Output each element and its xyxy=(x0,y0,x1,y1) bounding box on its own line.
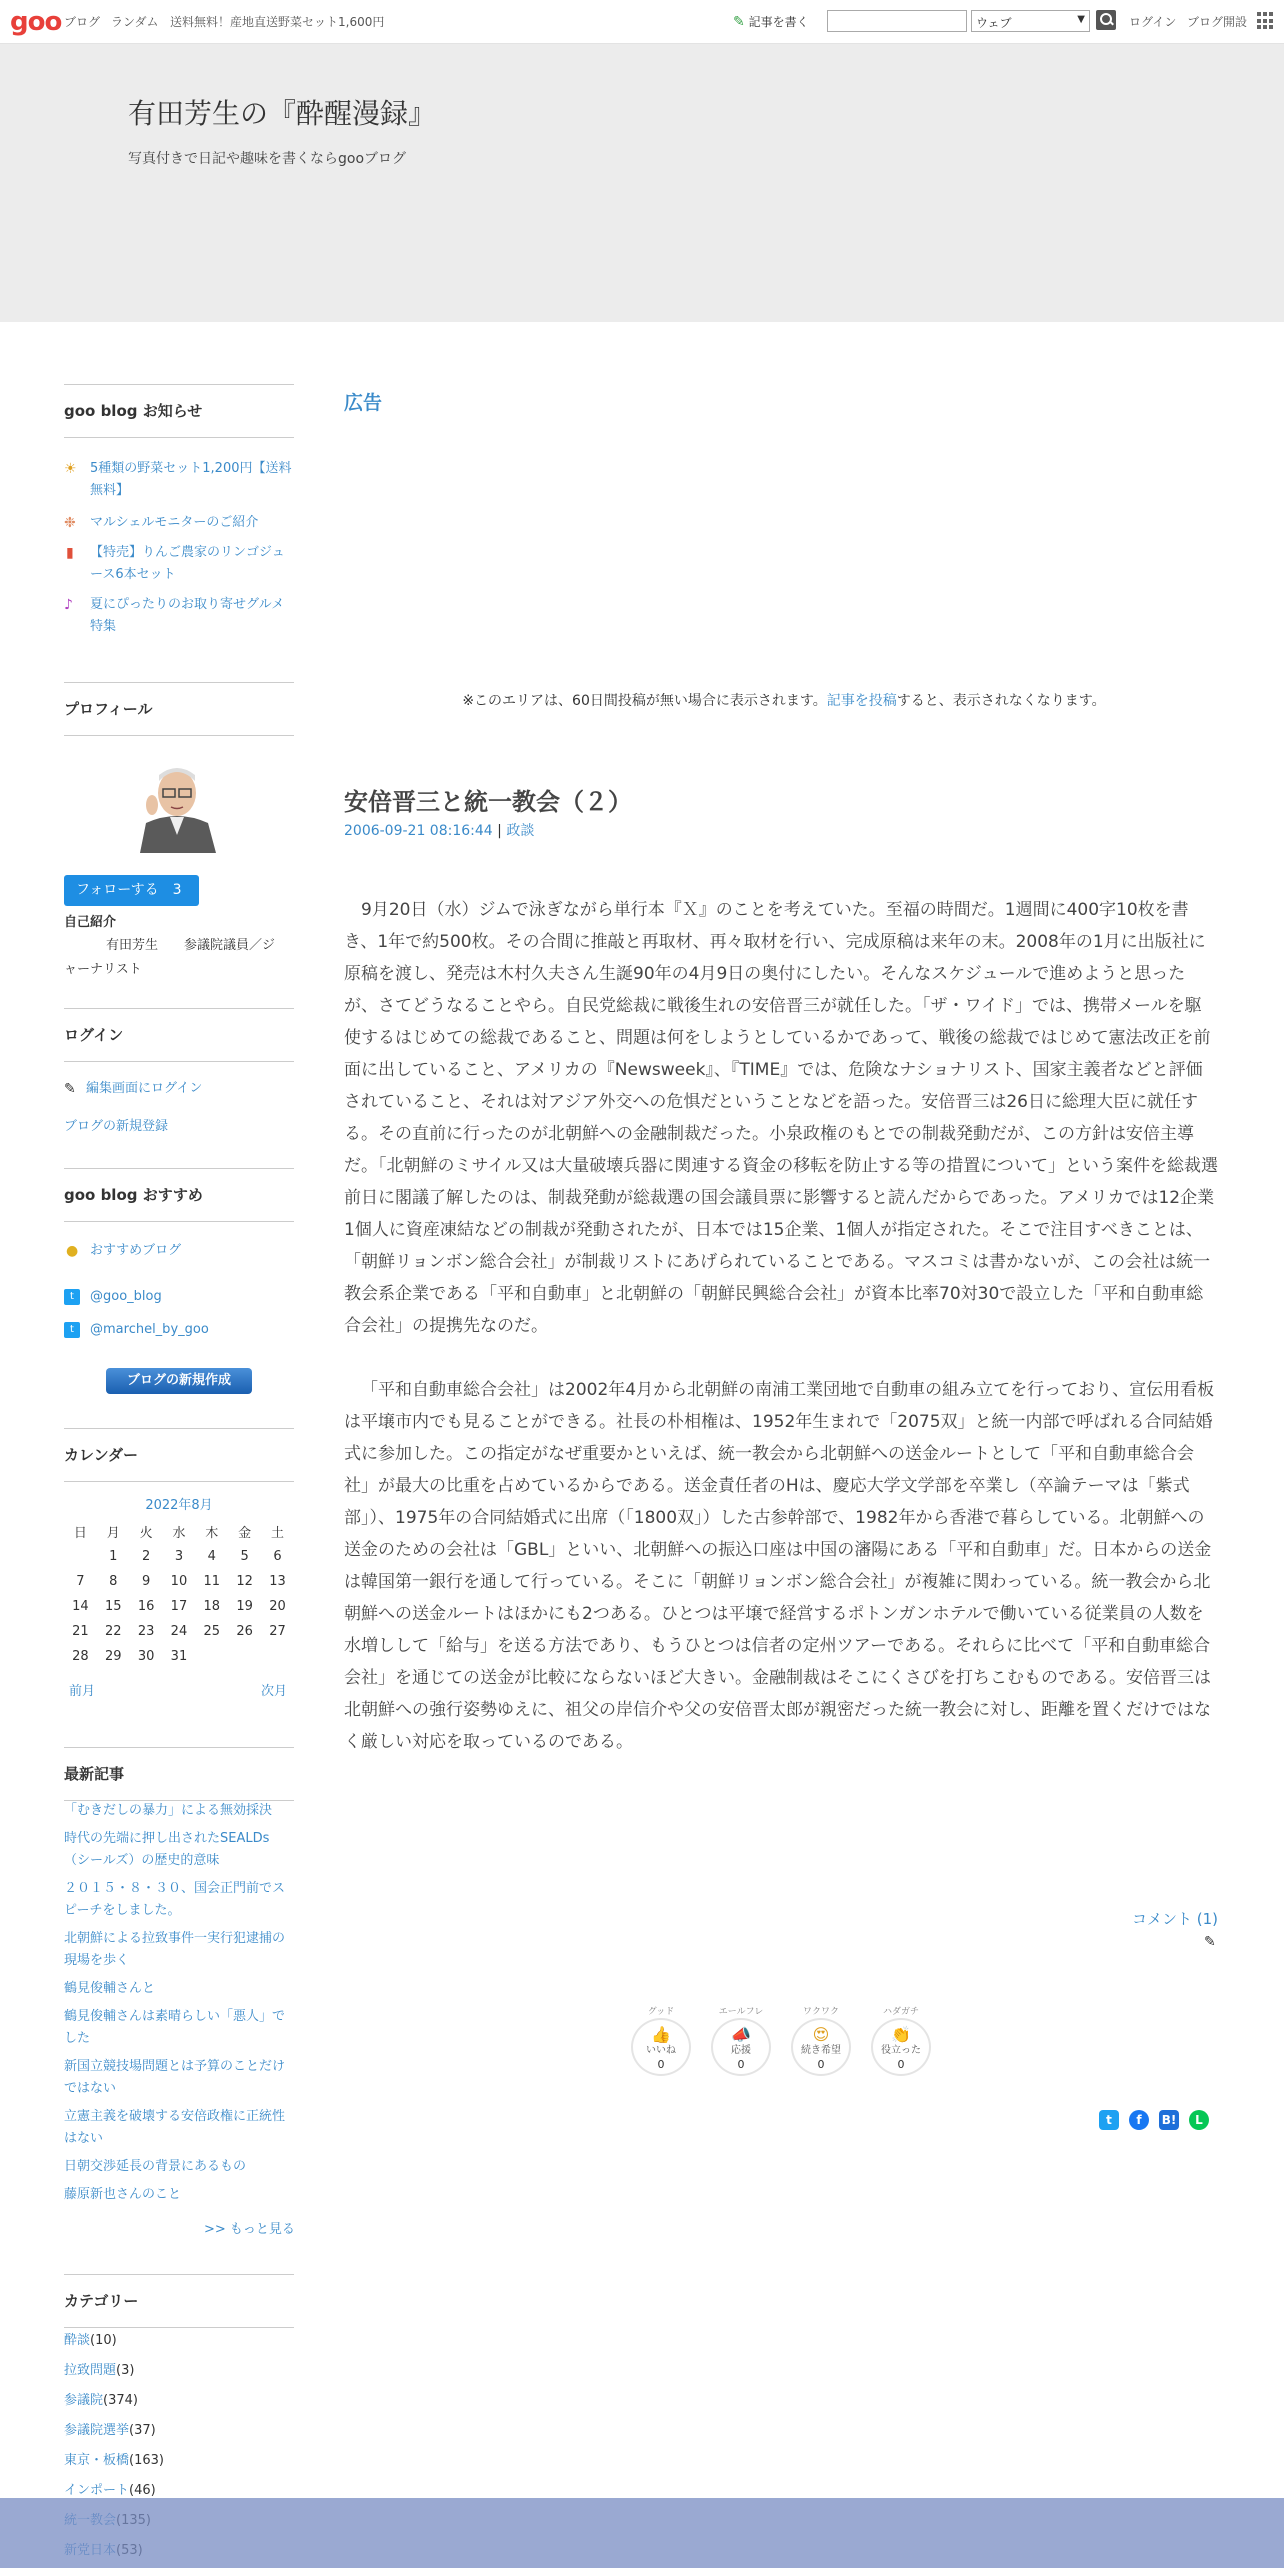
write-post-link[interactable] xyxy=(733,13,809,30)
login-link[interactable]: ログイン xyxy=(1129,15,1177,29)
calendar-day: 1 xyxy=(109,1549,118,1564)
post-article-link[interactable]: 記事を投稿 xyxy=(826,693,897,709)
recent-post-link[interactable]: 立憲主義を破壊する安倍政権に正統性はない xyxy=(64,2109,286,2146)
recent-post-link[interactable]: 藤原新也さんのこと xyxy=(64,2187,182,2202)
nav-random-link[interactable]: ランダム xyxy=(111,15,159,29)
flower-icon: ❉ xyxy=(64,515,76,531)
post-meta-separator: | xyxy=(492,823,507,839)
recommend-heading: goo blog おすすめ xyxy=(64,1168,294,1222)
nav-promo-link[interactable]: 送料無料！産地直送野菜セット1,600円 xyxy=(170,15,385,29)
calendar-day: 17 xyxy=(170,1599,188,1614)
comment-link[interactable]: コメント (1) xyxy=(1132,1910,1219,1928)
twitter-icon: t xyxy=(64,1322,80,1338)
calendar-day: 12 xyxy=(236,1574,253,1589)
search-input[interactable] xyxy=(827,10,967,32)
follow-button[interactable] xyxy=(64,875,199,906)
category-count: (37) xyxy=(129,2423,156,2438)
facebook-icon[interactable]: f xyxy=(1129,2110,1149,2130)
ad-notice-text: ※このエリアは、60日間投稿が無い場合に表示されます。 xyxy=(462,693,827,709)
twitter-link-marchel[interactable]: @marchel_by_goo xyxy=(90,1322,209,1337)
category-item xyxy=(64,2360,294,2390)
category-link[interactable]: 拉致問題 xyxy=(64,2363,117,2378)
recent-post-link[interactable]: 新国立競技場問題とは予算のことだけではない xyxy=(64,2059,286,2096)
note-icon: ♪ xyxy=(64,597,73,613)
reaction-caption: グッド xyxy=(647,2007,675,2017)
recent-post-link[interactable]: 鶴見俊輔さんと xyxy=(64,1981,156,1996)
calendar-day: 28 xyxy=(72,1649,89,1664)
reaction-helpful-button[interactable] xyxy=(870,2006,932,2078)
goo-logo[interactable]: goo xyxy=(10,7,62,37)
category-count: (10) xyxy=(90,2333,117,2348)
calendar-day: 22 xyxy=(104,1624,122,1639)
reaction-label: 続き希望 xyxy=(801,2045,841,2056)
calendar-day: 21 xyxy=(72,1624,89,1639)
category-item xyxy=(64,2390,294,2420)
follow-label: フォローする xyxy=(76,882,159,898)
ad-heading: 広告 xyxy=(344,392,383,414)
blog-subtitle: 写真付きで日記や趣味を書くならgooブログ xyxy=(128,151,407,167)
twitter-icon[interactable]: t xyxy=(1099,2110,1119,2130)
calendar-day: 7 xyxy=(76,1574,85,1589)
open-blog-link[interactable]: ブログ開設 xyxy=(1187,15,1248,29)
megaphone-icon: 📣 xyxy=(731,2025,751,2044)
calendar-day: 18 xyxy=(203,1599,221,1614)
bottom-overlay-bar xyxy=(0,2498,1284,2568)
calendar-day: 19 xyxy=(236,1599,253,1614)
reaction-caption: ハダガチ xyxy=(882,2007,919,2017)
weekday: 水 xyxy=(172,1526,186,1541)
reaction-label: いいね xyxy=(646,2045,676,2056)
follow-count: 3 xyxy=(172,882,182,898)
reaction-count: 0 xyxy=(737,2058,745,2071)
calendar-day: 10 xyxy=(170,1574,188,1589)
category-heading: カテゴリー xyxy=(64,2274,294,2328)
calendar-day xyxy=(195,1644,228,1669)
calendar-day: 8 xyxy=(109,1574,118,1589)
calendar-next-link[interactable]: 次月 xyxy=(261,1684,288,1699)
weekday: 木 xyxy=(205,1526,219,1541)
post-paragraph: 「平和自動車総合会社」は2002年4月から北朝鮮の南浦工業団地で自動車の組み立てを行っており、宣伝用看板は平壌市内でも見ることができる。社長の朴相権は、1952年生まれで「2075双」と統一内部で呼ばれる合同結婚式に参加した。この指定がなぜ重要かといえば、統一教会から北朝鮮への送金ルートとして「平和自動車総合会社」が最大の比重を占めているからである。送金責任者のHは、慶応大学文学部を卒業し（卒論テーマは「紫式部」）、1975年の合同結婚式に出席（「1800双」）した古参幹部で、1982年から香港で暮らしている。北朝鮮への送金のための会社は「GBL」といい、北朝鮮への振込口座は中国の瀋陽にある「平和自動車」だ。日本からの送金は韓国第一銀行を通して行っている。そこに「朝鮮リョンボン総合会社」が複雑に関わっている。統一教会から北朝鮮への送金ルートはほかにも2つある。ひとつは平壌で経営するポトンガンホテルで働いている従業員の人数を水増しして「給与」を送る方法であり、もうひとつは信者の定州ツアーである。それらに比べて「平和自動車総合会社」を通じての送金が比較にならないほど大きい。金融制裁はそこにくさびを打ちこむものである。安倍晋三は北朝鮮への強行姿勢ゆえに、祖父の岸信介や父の安倍晋太郎が親密だった統一教会に対し、距離を置くだけではなく厳しい対応を取っているのである。 xyxy=(344,1380,1215,1752)
blog-title[interactable]: 有田芳生の『酔醒漫録』 xyxy=(128,97,437,130)
calendar-month: 2022年8月 xyxy=(145,1498,213,1513)
post-meta xyxy=(344,820,534,840)
calendar-day: 29 xyxy=(104,1649,122,1664)
calendar-day: 13 xyxy=(269,1574,286,1589)
calendar-day: 26 xyxy=(236,1624,253,1639)
weekday: 土 xyxy=(271,1526,285,1541)
calendar-day: 3 xyxy=(174,1549,184,1564)
calendar-day: 4 xyxy=(207,1549,216,1564)
post-title[interactable]: 安倍晋三と統一教会（２） xyxy=(344,788,632,816)
intro-label: 自己紹介 xyxy=(64,915,117,930)
clap-icon: 👏 xyxy=(891,2025,911,2044)
notice-link-2[interactable]: マルシェルモニターのご紹介 xyxy=(90,515,259,530)
recent-post-link[interactable]: ２０１５・８・３０、国会正門前でスピーチをしました。 xyxy=(64,1881,286,1918)
twitter-link-goo-blog[interactable]: @goo_blog xyxy=(90,1289,162,1304)
reaction-label: 応援 xyxy=(731,2045,751,2056)
pencil-icon[interactable]: ✎ xyxy=(1204,1934,1216,1950)
category-count: (3) xyxy=(116,2363,135,2378)
pen-icon: ✎ xyxy=(733,14,745,30)
category-link[interactable]: 参議院選挙 xyxy=(64,2423,130,2438)
notice-link-4[interactable]: 夏にぴったりのお取り寄せグルメ特集 xyxy=(90,597,285,634)
notice-link-1[interactable]: 5種類の野菜セット1,200円【送料無料】 xyxy=(90,461,292,498)
calendar-day xyxy=(261,1644,294,1669)
recent-post-link[interactable]: 鶴見俊輔さんは素晴らしい「悪人」でした xyxy=(64,2009,286,2046)
apps-grid-icon[interactable] xyxy=(1257,12,1275,30)
category-item xyxy=(64,2420,294,2450)
calendar-day: 11 xyxy=(203,1574,221,1589)
ad-notice xyxy=(344,690,1224,710)
calendar-day: 9 xyxy=(141,1574,151,1589)
post-category-link[interactable]: 政談 xyxy=(506,823,535,839)
weekday: 金 xyxy=(238,1526,252,1541)
reaction-cheer-button[interactable] xyxy=(710,2006,772,2078)
top-bar xyxy=(0,0,1284,44)
recommend-link[interactable]: おすすめブログ xyxy=(90,1243,182,1258)
category-link[interactable]: インポート xyxy=(64,2483,130,2498)
calendar-day: 14 xyxy=(72,1599,89,1614)
calendar-day: 20 xyxy=(269,1599,286,1614)
sun-icon: ☀ xyxy=(64,461,77,477)
juice-icon: ▮ xyxy=(66,545,74,561)
calendar xyxy=(64,1493,294,1669)
intro-text: 有田芳生 参議院議員／ジャーナリスト xyxy=(64,938,276,977)
recent-heading: 最新記事 xyxy=(64,1747,294,1801)
calendar-day: 23 xyxy=(137,1624,155,1639)
recent-post-link[interactable]: 日朝交渉延長の背景にあるもの xyxy=(64,2159,247,2174)
thumbs-up-icon: 👍 xyxy=(651,2025,671,2044)
reaction-more-button[interactable] xyxy=(790,2006,852,2078)
more-posts-link[interactable]: >> もっと見る xyxy=(204,2222,295,2237)
category-count: (46) xyxy=(129,2483,156,2498)
write-post-label: 記事を書く xyxy=(748,15,809,29)
weekday: 月 xyxy=(106,1526,120,1541)
create-new-blog-button[interactable]: ブログの新規作成 xyxy=(106,1368,252,1394)
calendar-day: 30 xyxy=(137,1649,155,1664)
login-edit-link[interactable]: 編集画面にログイン xyxy=(86,1081,203,1096)
recent-posts-list xyxy=(64,1800,294,2212)
avatar[interactable] xyxy=(132,757,222,853)
register-blog-link[interactable]: ブログの新規登録 xyxy=(64,1119,169,1134)
category-count: (163) xyxy=(129,2453,164,2468)
calendar-heading: カレンダー xyxy=(64,1428,294,1482)
notices-heading: goo blog お知らせ xyxy=(64,384,294,438)
calendar-grid xyxy=(64,1519,294,1669)
category-count: (374) xyxy=(103,2393,138,2408)
calendar-day xyxy=(64,1544,97,1569)
reaction-count: 0 xyxy=(817,2058,825,2071)
blog-header xyxy=(0,44,1284,322)
category-link[interactable]: 東京・板橋 xyxy=(64,2453,130,2468)
category-link[interactable]: 酔談 xyxy=(64,2333,91,2348)
reaction-label: 役立った xyxy=(881,2045,921,2056)
recent-post-link[interactable]: 時代の先端に押し出されたSEALDs（シールズ）の歴史的意味 xyxy=(64,1831,270,1868)
lightbulb-icon: ● xyxy=(66,1243,79,1259)
reaction-like-button[interactable] xyxy=(630,2006,692,2078)
nav-blog-link[interactable]: ブログ xyxy=(64,15,101,29)
calendar-day xyxy=(228,1644,261,1669)
pencil-icon: ✎ xyxy=(64,1081,76,1097)
calendar-day: 24 xyxy=(170,1624,188,1639)
login-heading: ログイン xyxy=(64,1008,294,1062)
notice-link-3[interactable]: 【特売】りんご農家のリンゴジュース6本セット xyxy=(90,545,285,582)
weekday: 火 xyxy=(139,1526,153,1541)
category-link[interactable]: 参議院 xyxy=(64,2393,104,2408)
reaction-caption: ワクワク xyxy=(802,2007,839,2017)
calendar-day: 6 xyxy=(273,1549,282,1564)
search-scope-select[interactable] xyxy=(971,10,1090,32)
post-body xyxy=(344,894,1218,1790)
twitter-icon: t xyxy=(64,1289,80,1305)
search-scope-value: ウェブ xyxy=(976,16,1012,30)
reaction-caption: エールフレ xyxy=(718,2007,764,2017)
calendar-prev-link[interactable]: 前月 xyxy=(69,1684,96,1699)
weekday: 日 xyxy=(73,1526,87,1541)
post-paragraph: 9月20日（水）ジムで泳ぎながら単行本『Ｘ』のことを考えていた。至福の時間だ。1週間に400字10枚を書き、1年で約500枚。その合間に推敲と再取材、再々取材を行い、完成原稿は来年の末。2008年の1月に出版社に原稿を渡し、発売は木村久夫さん生誕90年の4月9日の奥付にしたい。そんなスケジュールで進めようと思ったが、さてどうなることやら。自民党総裁に戦後生れの安倍晋三が就任した。「ザ・ワイド」では、携帯メールを駆使するはじめての総裁であること、問題は何をしようとしているかであって、戦後の総裁ではじめて憲法改正を前面に出していること、アメリカの『Newsweek』、『TIME』では、危険なナショナリスト、国家主義者などと評価されていること、それは対アジア外交への危惧だということなどを語った。安倍晋三は26日に総理大臣に就任する。その直前に行ったのが北朝鮮への金融制裁だった。小泉政権のもとでの制裁発動だが、この方針は安倍主導だ。「北朝鮮のミサイル又は大量破壊兵器に関連する資金の移転を防止する等の措置について」という案件を総裁選前日に閣議了解したのは、制裁発動が総裁選の国会議員票に影響すると読んだからであった。アメリカでは12企業1個人に資産凍結などの制裁が発動されたが、日本では15企業、1個人が指定された。そこで注目すべきことは、「朝鮮リョンボン総合会社」が制裁リストにあげられていることである。マスコミは書かないが、この会社は統一教会系企業である「平和自動車」と北朝鮮の「朝鮮民興総合会社」が資本比率70対30で設立した「平和自動車総合会社」の提携先なのだ。 xyxy=(344,900,1218,1336)
reaction-buttons xyxy=(630,2006,938,2078)
chevron-down-icon: ▼ xyxy=(1077,14,1085,25)
category-item xyxy=(64,2450,294,2480)
calendar-day: 15 xyxy=(104,1599,122,1614)
calendar-day: 16 xyxy=(137,1599,155,1614)
ad-notice-text-end: すると、表示されなくなります。 xyxy=(896,693,1106,709)
calendar-day: 27 xyxy=(269,1624,286,1639)
calendar-day: 5 xyxy=(240,1549,249,1564)
recent-post-link[interactable]: 北朝鮮による拉致事件一実行犯逮捕の現場を歩く xyxy=(64,1931,286,1968)
reaction-count: 0 xyxy=(897,2058,905,2071)
calendar-day: 31 xyxy=(170,1649,188,1664)
hatena-icon[interactable]: B! xyxy=(1159,2110,1179,2130)
post-date-link[interactable]: 2006-09-21 08:16:44 xyxy=(344,823,493,839)
calendar-day: 25 xyxy=(203,1624,221,1639)
line-icon[interactable]: L xyxy=(1189,2110,1209,2130)
reaction-count: 0 xyxy=(657,2058,665,2071)
calendar-day: 2 xyxy=(141,1549,151,1564)
heart-eyes-icon: 😍 xyxy=(812,2025,830,2044)
category-item xyxy=(64,2330,294,2360)
search-icon[interactable] xyxy=(1096,10,1116,30)
recent-post-link[interactable]: 「むきだしの暴力」による無効採決 xyxy=(64,1803,273,1818)
profile-heading: プロフィール xyxy=(64,682,294,736)
